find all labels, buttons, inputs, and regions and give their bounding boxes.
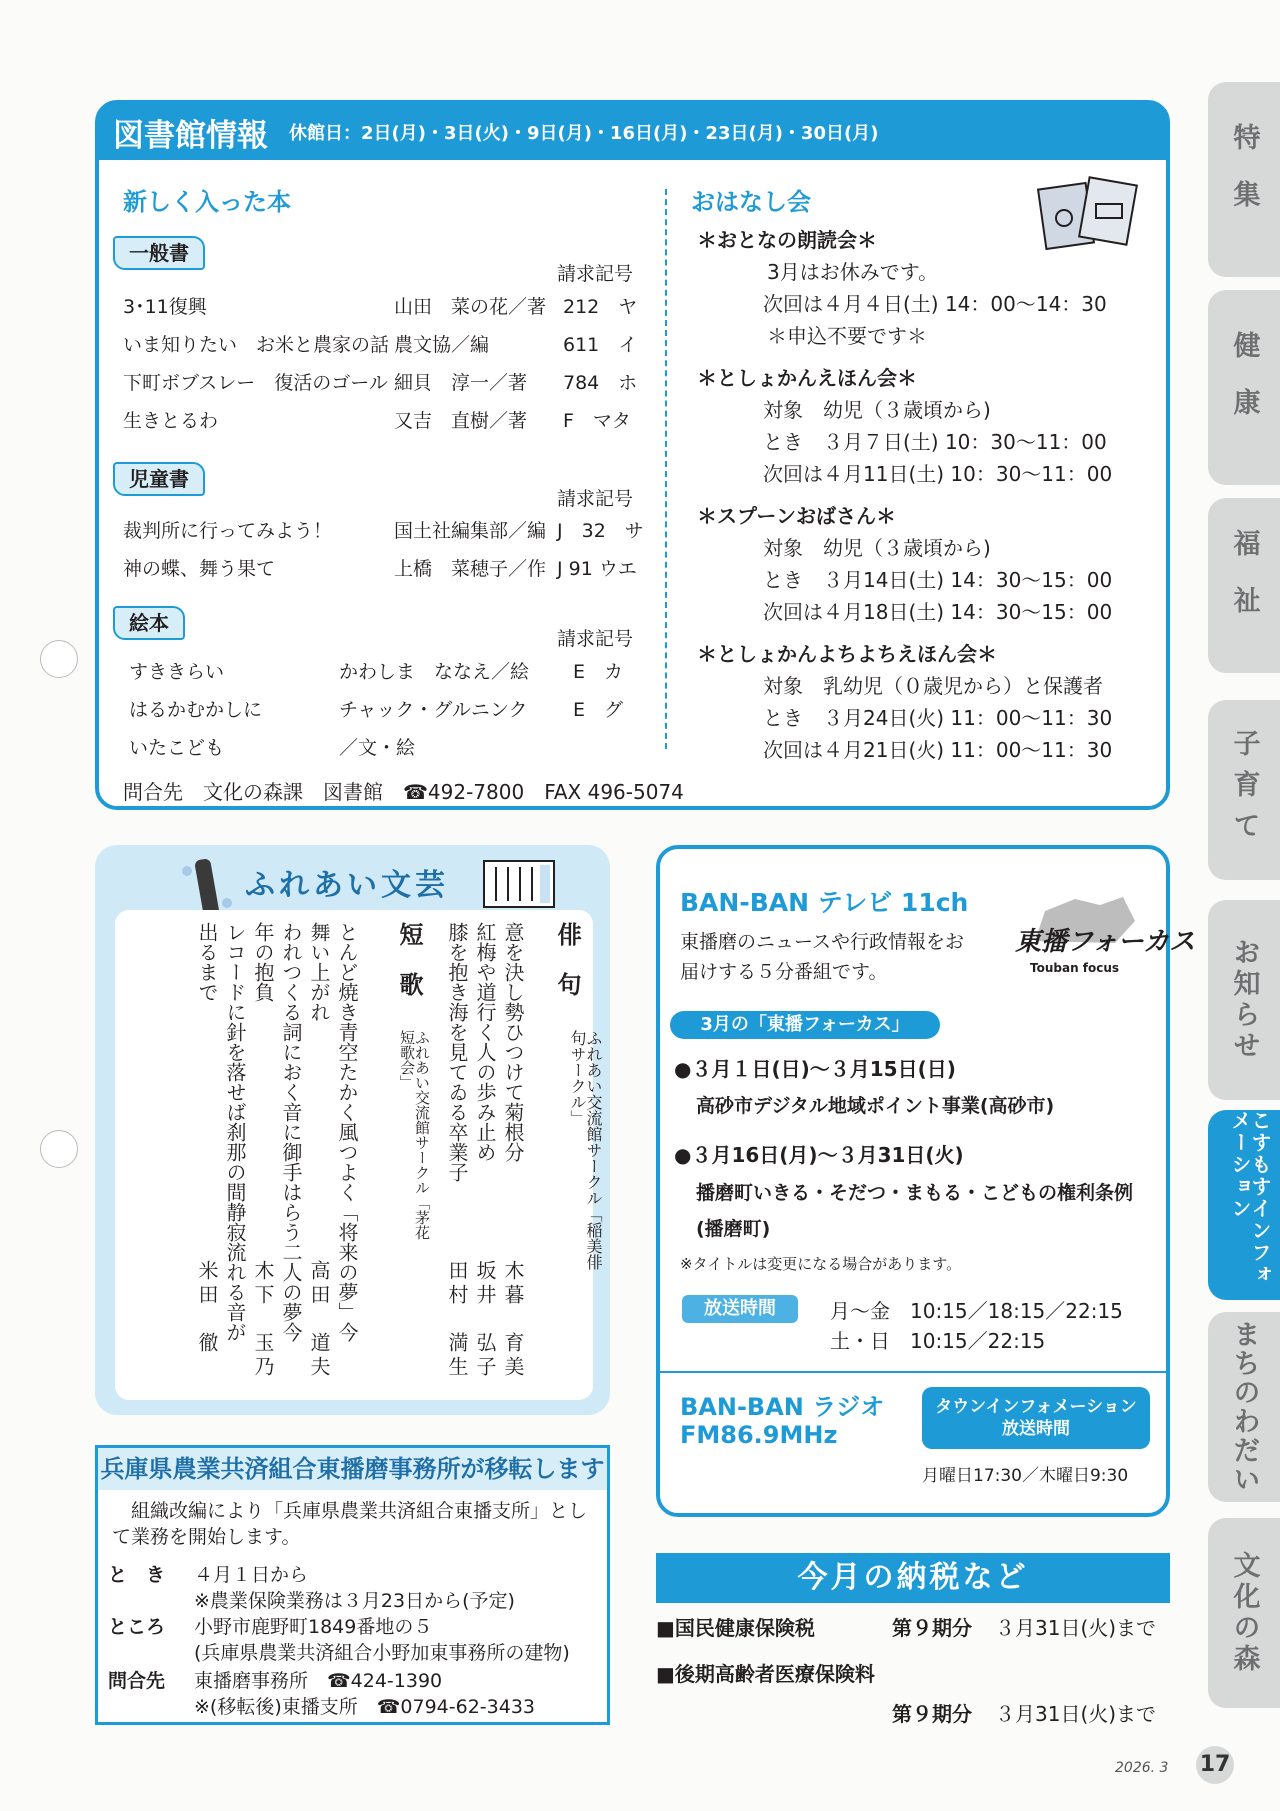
book-title: 神の蝶、舞う果て xyxy=(123,558,276,580)
tv-desc: 東播磨のニュースや行政情報をお届けする５分番組です。 xyxy=(680,931,965,983)
book-title: 下町ボブスレー 復活のゴール xyxy=(123,372,388,394)
book-author: 国土社編集部／編 xyxy=(394,520,547,542)
program-desc: 高砂市デジタル地域ポイント事業(高砂市) xyxy=(696,1095,1055,1117)
title-note: ※タイトルは変更になる場合があります。 xyxy=(680,1255,962,1273)
story-line: 対象 幼児（３歳頃から) xyxy=(763,536,991,560)
tanka-circle: ふれあい交流館サークル「茅花短歌会」 xyxy=(398,1030,431,1240)
column-divider xyxy=(665,189,667,749)
book-author: 山田 菜の花／著 xyxy=(394,296,547,318)
tab-town-topics[interactable]: まちのわだい xyxy=(1208,1312,1280,1502)
story-title: ＊としょかんえほん会＊ xyxy=(697,366,917,390)
fureai-panel xyxy=(115,910,603,1400)
punch-hole xyxy=(40,640,78,678)
story-line: 次回は４月11日(土) 10：30〜11：00 xyxy=(763,462,1113,486)
call-no-label: 請求記号 xyxy=(557,488,634,510)
book-call: E カ xyxy=(573,661,624,683)
story-line: とき ３月24日(火) 11：00〜11：30 xyxy=(763,706,1113,730)
ja-row-value: (兵庫県農業共済組合小野加東事務所の建物) xyxy=(194,1642,570,1664)
program-date: ●３月１日(日)〜３月15日(日) xyxy=(674,1057,956,1081)
story-line: 対象 幼児（３歳頃から) xyxy=(763,398,991,422)
ja-row-value: ４月１日から xyxy=(194,1564,309,1586)
story-line: とき ３月14日(土) 14：30〜15：00 xyxy=(763,568,1113,592)
book-author: 又吉 直樹／著 xyxy=(394,410,528,432)
book-call: 611 イ xyxy=(563,334,638,356)
library-info-box xyxy=(95,100,1170,810)
haiku-label: 俳句 xyxy=(553,922,581,1022)
radio-freq: FM86.9MHz xyxy=(680,1421,838,1449)
tax-item-due: ３月31日(火)まで xyxy=(995,1702,1157,1726)
tab-special[interactable]: 特集 xyxy=(1208,82,1280,277)
library-header xyxy=(99,104,1166,160)
radio-info-button[interactable]: タウンインフォメーション放送時間 xyxy=(922,1387,1150,1449)
tab-notices[interactable]: お知らせ xyxy=(1208,900,1280,1100)
manuscript-paper-icon xyxy=(480,857,560,913)
ja-row-label: ところ xyxy=(108,1616,166,1638)
tanka-poem: レコードに針を落せば刹那の間静寂流れる音が xyxy=(223,922,247,1342)
haiku-poem: 紅梅や道行く人の歩み止め xyxy=(473,922,497,1162)
library-title: 図書館情報 xyxy=(113,118,268,154)
book-author: 農文協／編 xyxy=(394,334,490,356)
category-badge-general: 一般書 xyxy=(113,236,205,270)
book-author: ／文・絵 xyxy=(339,737,416,759)
tanka-poem: 出るまで xyxy=(195,922,219,1002)
ja-row-value: 東播磨事務所 ☎424-1390 xyxy=(194,1670,443,1692)
tanka-author: 木下 玉乃 xyxy=(251,1260,275,1380)
ja-row-label: と き xyxy=(108,1564,166,1586)
tv-title: BAN-BAN テレビ 11ch xyxy=(680,888,969,917)
new-books-title: 新しく入った本 xyxy=(123,188,291,216)
tax-item-name: ■国民健康保険税 xyxy=(656,1616,815,1640)
book-author: かわしま ななえ／絵 xyxy=(339,661,530,683)
tab-childcare[interactable]: 子育て xyxy=(1208,700,1280,880)
program-date: ●３月16日(月)〜３月31日(火) xyxy=(674,1143,964,1167)
book-author: 上橋 菜穂子／作 xyxy=(394,558,547,580)
book-title: いたこども xyxy=(129,737,225,759)
ja-intro: 組織改編により「兵庫県農業共済組合東播支所」として業務を開始します。 xyxy=(112,1500,588,1548)
book-title: 裁判所に行ってみよう！ xyxy=(123,520,333,542)
books-illustration-icon xyxy=(1034,176,1144,256)
story-line: 次回は４月21日(火) 11：00〜11：30 xyxy=(763,738,1113,762)
tanka-poem: われつくる詞におく音に御手はらう二人の夢今 xyxy=(279,922,303,1342)
tab-health[interactable]: 健康 xyxy=(1208,290,1280,485)
page-number: 17 xyxy=(1196,1746,1234,1784)
fureai-bungei-box xyxy=(95,845,610,1415)
book-call: E グ xyxy=(573,699,624,721)
tanka-poem: 舞い上がれ xyxy=(307,922,331,1022)
book-title: いま知りたい お米と農家の話 xyxy=(123,334,390,356)
tax-item-period: 第９期分 xyxy=(892,1616,972,1640)
book-author: 細貝 淳一／著 xyxy=(394,372,528,394)
section-divider xyxy=(660,1371,1166,1373)
haiku-circle: ふれあい交流館サークル「稲美俳句サークル」 xyxy=(568,1030,603,1270)
book-title: すききらい xyxy=(129,661,225,683)
tab-cosmos-info[interactable]: こすもすインフォメーション xyxy=(1208,1110,1280,1300)
ja-row-value: 小野市鹿野町1849番地の５ xyxy=(194,1616,433,1638)
ja-relocation-box xyxy=(95,1445,610,1725)
program-desc: 播磨町いきる・そだつ・まもる・こどもの権利条例(播磨町) xyxy=(696,1182,1134,1240)
story-title: ＊スプーンおばさん＊ xyxy=(697,504,896,528)
category-badge-picture: 絵本 xyxy=(113,606,185,640)
story-title: ＊おとなの朗読会＊ xyxy=(697,228,877,252)
book-call: 784 ホ xyxy=(563,372,638,394)
haiku-poem: 膝を抱き海を見てゐる卒業子 xyxy=(445,922,469,1182)
issue-date: 2026. 3 xyxy=(1115,1760,1169,1776)
story-line: 次回は４月４日(土) 14：00〜14：30 xyxy=(763,292,1107,316)
punch-hole xyxy=(40,1130,78,1168)
haiku-poem: 意を決し勢ひつけて菊根分 xyxy=(501,922,525,1162)
tab-bunka-no-mori[interactable]: 文化の森 xyxy=(1208,1518,1280,1708)
tanka-author: 米田 徹 xyxy=(195,1260,219,1356)
book-title: はるかむかしに xyxy=(129,699,263,721)
story-line: 次回は４月18日(土) 14：30〜15：00 xyxy=(763,600,1113,624)
story-line: とき ３月７日(土) 10：30〜11：00 xyxy=(763,430,1107,454)
tab-welfare[interactable]: 福祉 xyxy=(1208,498,1280,673)
haiku-author: 木暮 育美 xyxy=(501,1260,525,1380)
tanka-poem: 年の抱負 xyxy=(251,922,275,1002)
air-time-row: 月〜金 10:15／18:15／22:15 xyxy=(830,1299,1123,1323)
tanka-author: 高田 道夫 xyxy=(307,1260,331,1380)
ja-row-value: ※(移転後)東播支所 ☎0794-62-3433 xyxy=(194,1696,536,1718)
book-call: F マタ xyxy=(563,410,631,432)
call-no-label: 請求記号 xyxy=(557,628,634,650)
book-author: チャック・グルニンク xyxy=(339,699,528,721)
tax-item-due: ３月31日(火)まで xyxy=(995,1616,1157,1640)
story-line: 対象 乳幼児（０歳児から）と保護者 xyxy=(763,674,1103,698)
story-line: 3月はお休みです。 xyxy=(767,260,939,284)
ja-title: 兵庫県農業共済組合東播磨事務所が移転します xyxy=(98,1448,607,1490)
ja-row-label: 問合先 xyxy=(108,1670,166,1692)
air-time-row: 土・日 10:15／22:15 xyxy=(830,1329,1046,1353)
fureai-title: ふれあい文芸 xyxy=(245,868,449,903)
book-title: 3･11復興 xyxy=(123,296,207,318)
call-no-label: 請求記号 xyxy=(557,263,634,285)
ja-row-value: ※農業保険業務は３月23日から(予定) xyxy=(194,1590,515,1612)
radio-title: BAN-BAN ラジオ xyxy=(680,1393,885,1421)
category-badge-children: 児童書 xyxy=(113,462,205,496)
tanka-label: 短歌 xyxy=(395,922,423,1022)
radio-time: 月曜日17:30／木曜日9:30 xyxy=(922,1466,1129,1486)
tax-item-period: 第９期分 xyxy=(892,1702,972,1726)
story-title: ＊としょかんよちよちえほん会＊ xyxy=(697,642,997,666)
book-call: J 91 ウエ xyxy=(557,558,637,580)
haiku-author: 坂井 弘子 xyxy=(473,1260,497,1380)
story-line: ＊申込不要です＊ xyxy=(767,324,927,348)
banban-box xyxy=(656,845,1196,1517)
stories-title: おはなし会 xyxy=(691,188,811,216)
logo-sub: Touban focus xyxy=(1030,961,1120,975)
book-call: J 32 サ xyxy=(557,520,644,542)
library-contact: 問合先 文化の森課 図書館 ☎492-7800 FAX 496-5074 xyxy=(123,780,684,804)
focus-label: 3月の「東播フォーカス」 xyxy=(670,1011,940,1039)
air-time-label: 放送時間 xyxy=(682,1295,798,1323)
book-title: 生きとるわ xyxy=(123,410,219,432)
tanka-poem: とんど焼き青空たかく風つよく「将来の夢」今 xyxy=(335,922,359,1342)
book-call: 212 ヤ xyxy=(563,296,638,318)
tax-title: 今月の納税など xyxy=(656,1553,1170,1603)
logo-text: 東播フォーカス xyxy=(1015,927,1196,957)
tax-item-name: ■後期高齢者医療保険料 xyxy=(656,1662,875,1686)
haiku-author: 田村 満生 xyxy=(445,1260,469,1380)
closed-days: 休館日：2日(月)・3日(火)・9日(月)・16日(月)・23日(月)・30日(月) xyxy=(289,123,879,144)
